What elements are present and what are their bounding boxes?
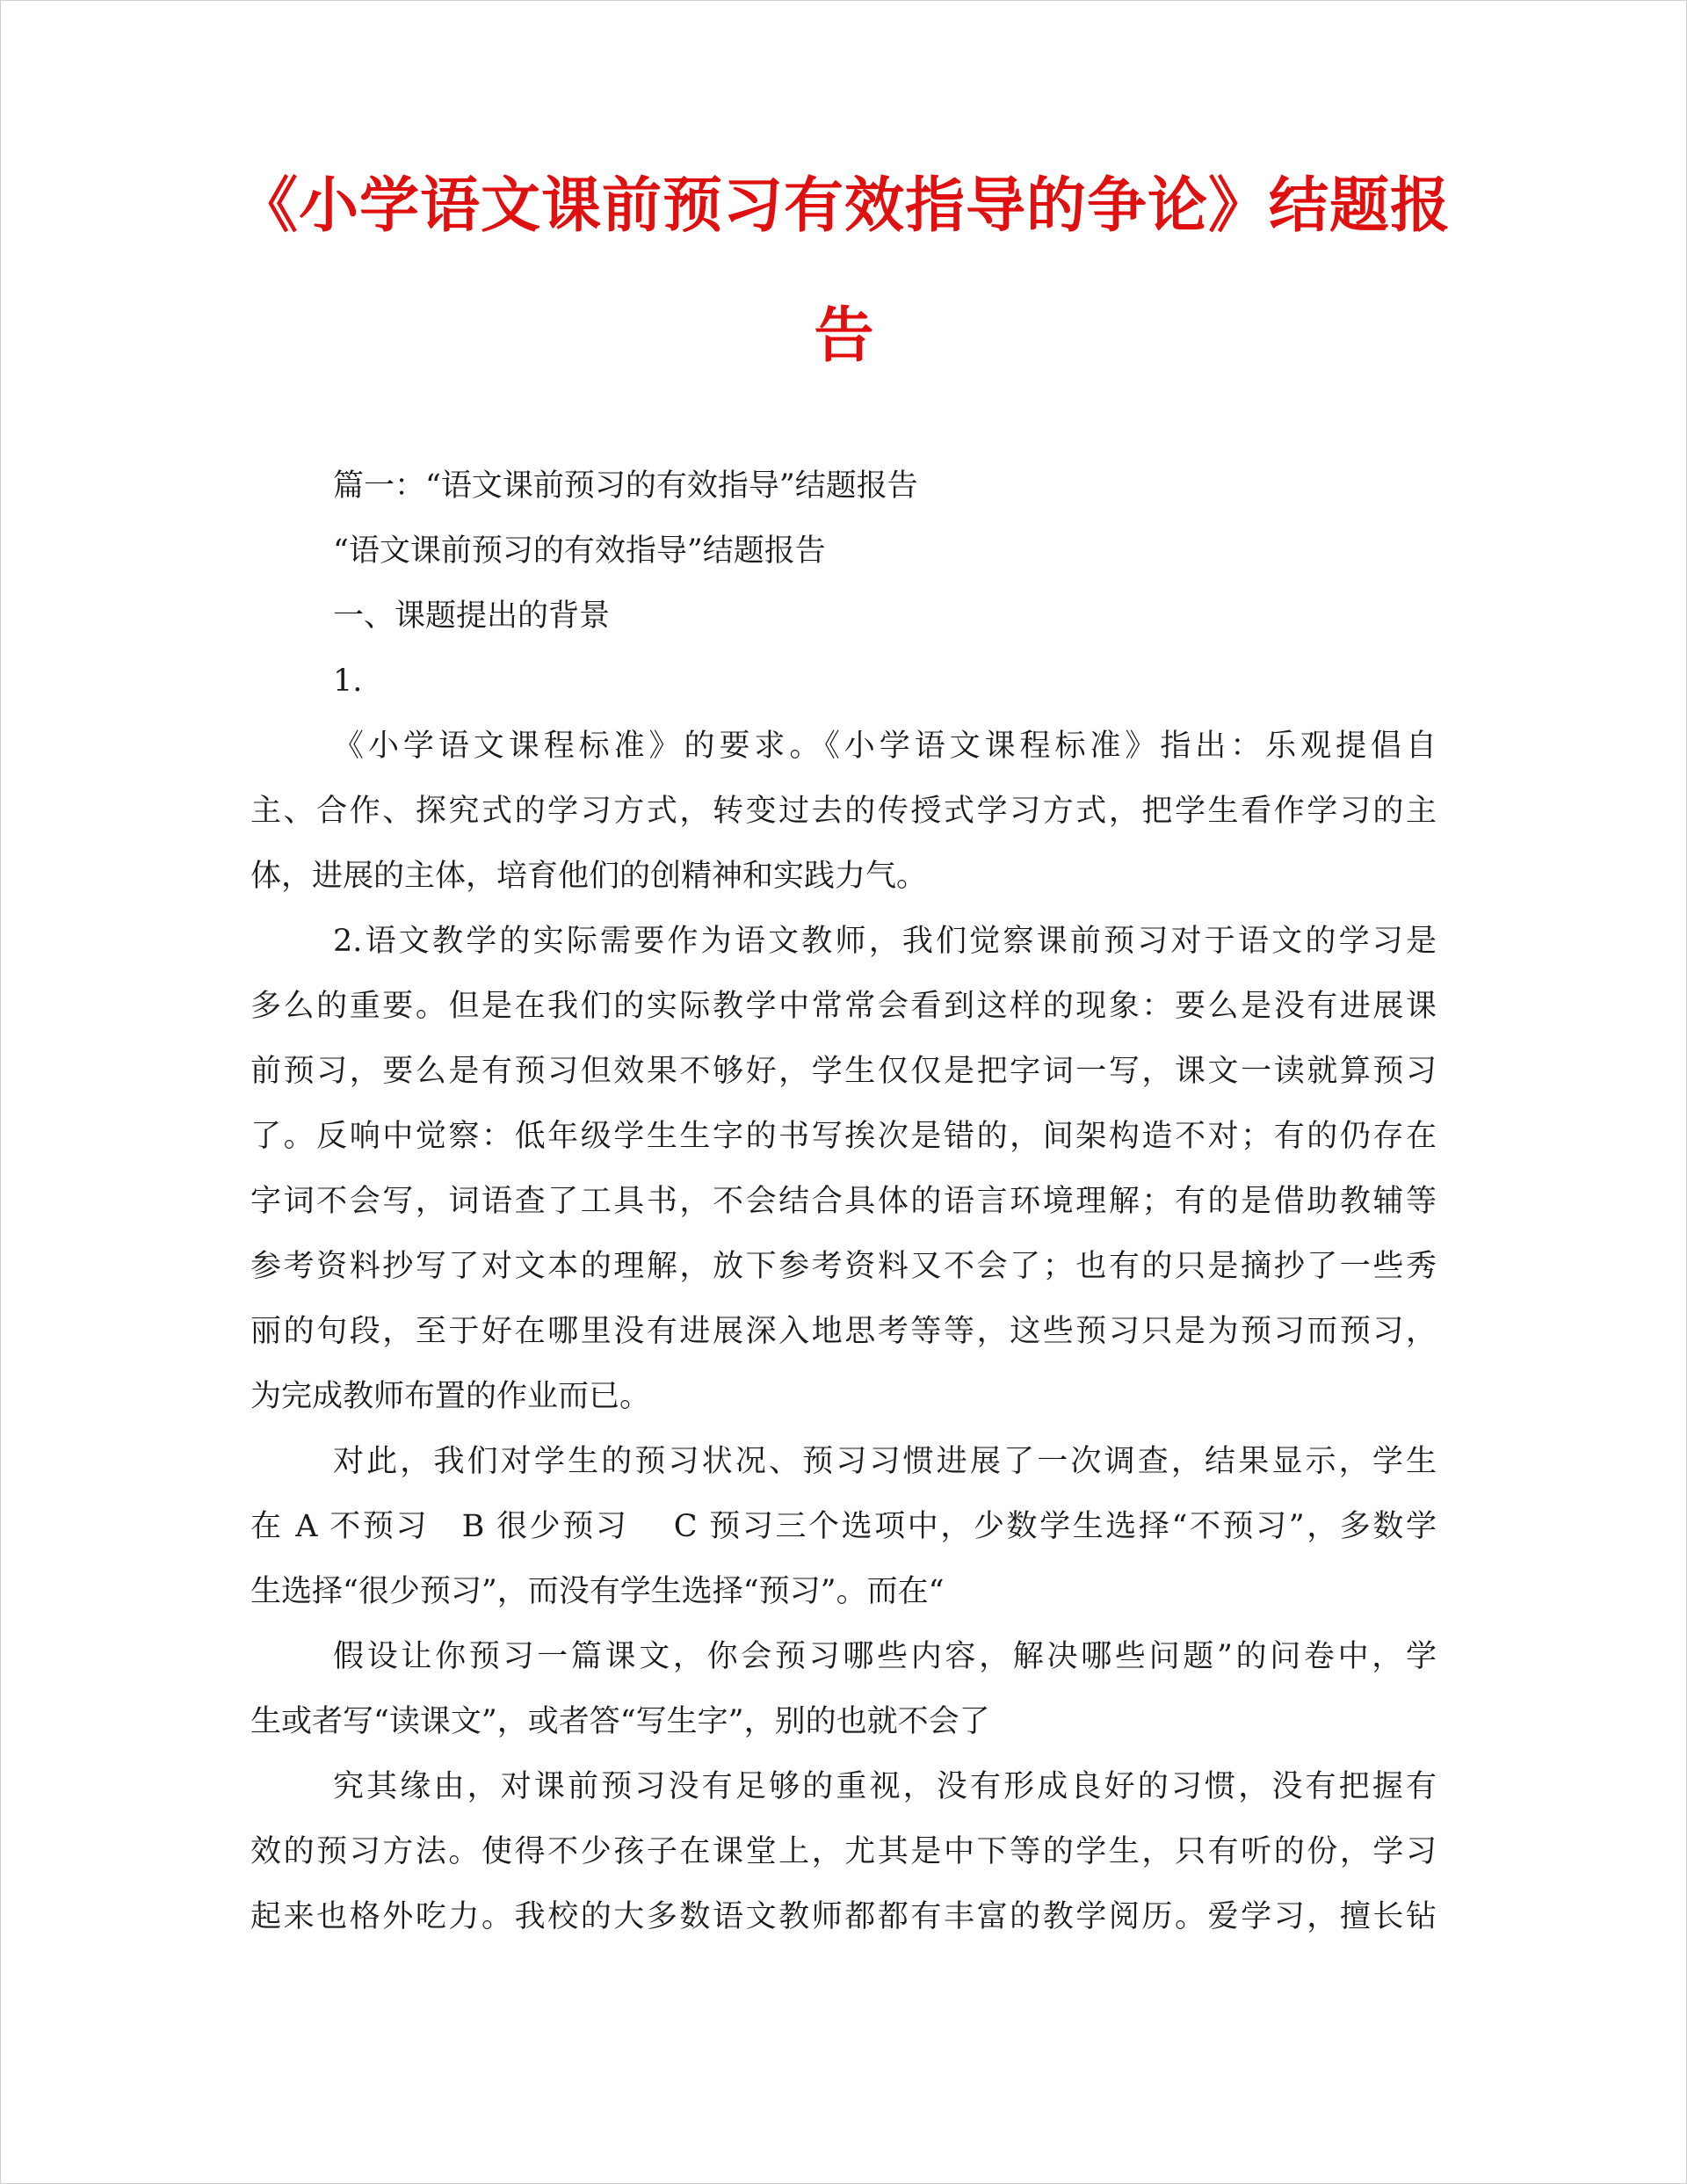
paragraph-line: 多么的重要。但是在我们的实际教学中常常会看到这样的现象：要么是没有进展课 (250, 989, 1437, 1024)
paragraph-line: 主、合作、探究式的学习方式，转变过去的传授式学习方式，把学生看作学习的主 (250, 794, 1437, 829)
paragraph-line: 参考资料抄写了对文本的理解，放下参考资料又不会了；也有的只是摘抄了一些秀 (250, 1249, 1437, 1284)
report-subtitle: “语文课前预习的有效指导”结题报告 (333, 533, 826, 569)
paragraph-line: 2.语文教学的实际需要作为语文教师，我们觉察课前预习对于语文的学习是 (333, 924, 1437, 959)
paragraph-line: 前预习，要么是有预习但效果不够好，学生仅仅是把字词一写，课文一读就算预习 (250, 1054, 1437, 1089)
paragraph-line: 《小学语文课程标准》的要求。《小学语文课程标准》指出：乐观提倡自 (333, 729, 1437, 764)
paragraph-line: 了。反响中觉察：低年级学生生字的书写挨次是错的，间架构造不对；有的仍存在 (250, 1119, 1437, 1154)
paragraph-line: 究其缘由，对课前预习没有足够的重视，没有形成良好的习惯，没有把握有 (333, 1769, 1437, 1804)
document-body (250, 453, 1437, 1949)
section-heading: 篇一：“语文课前预习的有效指导”结题报告 (333, 468, 918, 504)
paragraph-line: 起来也格外吃力。我校的大多数语文教师都都有丰富的教学阅历。爱学习，擅长钻 (250, 1899, 1437, 1934)
paragraph-line: 为完成教师布置的作业而已。 (250, 1379, 651, 1414)
paragraph-line: 生选择“很少预习”，而没有学生选择“预习”。而在“ (250, 1574, 945, 1609)
paragraph-line: 在 A 不预习 B 很少预习 C 预习三个选项中，少数学生选择“不预习”，多数学 (250, 1509, 1437, 1544)
paragraph-line: 字词不会写，词语查了工具书，不会结合具体的语言环境理解；有的是借助教辅等 (250, 1184, 1437, 1219)
paragraph-line: 丽的句段，至于好在哪里没有进展深入地思考等等，这些预习只是为预习而预习， (250, 1314, 1437, 1349)
paragraph-line: 体，进展的主体，培育他们的创精神和实践力气。 (250, 859, 928, 894)
paragraph-line: 效的预习方法。使得不少孩子在课堂上，尤其是中下等的学生，只有听的份，学习 (250, 1834, 1437, 1869)
list-number: 1. (333, 664, 363, 699)
section-heading: 一、课题提出的背景 (333, 599, 611, 634)
paragraph-line: 假设让你预习一篇课文，你会预习哪些内容，解决哪些问题”的问卷中，学 (333, 1639, 1437, 1674)
paragraph-line: 生或者写“读课文”，或者答“写生字”，别的也就不会了 (250, 1704, 990, 1739)
paragraph-line: 对此，我们对学生的预习状况、预习习惯进展了一次调查，结果显示，学生 (333, 1444, 1437, 1479)
document-title: 《小学语文课前预习有效指导的争论》结题报告 (237, 171, 1451, 371)
